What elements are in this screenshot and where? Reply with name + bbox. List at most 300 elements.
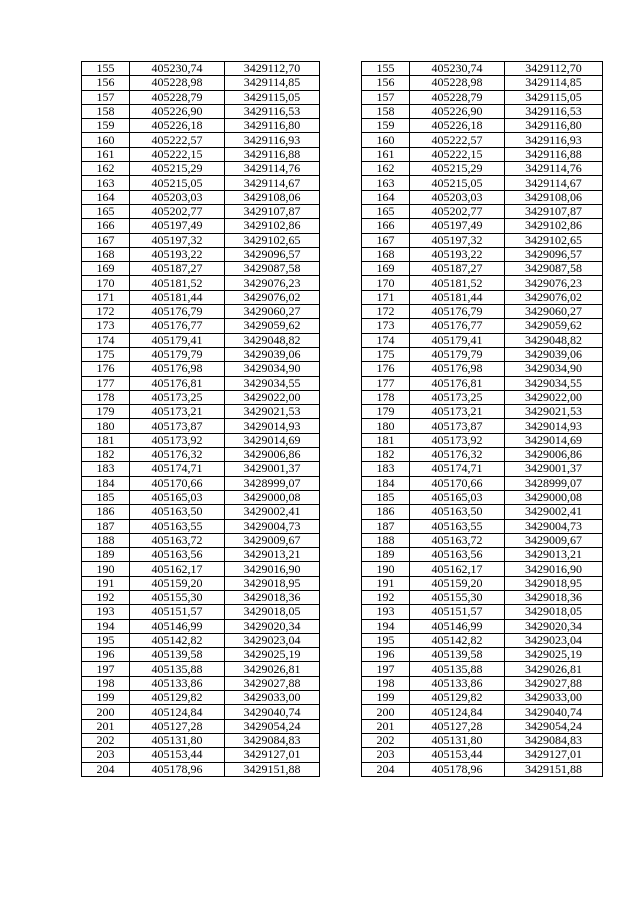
right-point-number-cell: 170 <box>362 276 410 290</box>
left-y-coordinate-cell: 3429108,06 <box>225 190 320 204</box>
left-x-coordinate-cell: 405142,82 <box>130 633 225 647</box>
right-point-number-cell: 173 <box>362 319 410 333</box>
table-row <box>82 305 603 319</box>
right-point-number-cell: 195 <box>362 633 410 647</box>
right-y-coordinate-cell: 3429151,88 <box>505 762 603 776</box>
column-gap <box>320 62 362 76</box>
right-point-number-cell: 182 <box>362 448 410 462</box>
right-x-coordinate-cell: 405176,77 <box>410 319 505 333</box>
left-x-coordinate-cell: 405179,41 <box>130 333 225 347</box>
left-x-coordinate-cell: 405181,44 <box>130 290 225 304</box>
table-row <box>82 405 603 419</box>
left-point-number-cell: 167 <box>82 233 130 247</box>
table-row <box>82 390 603 404</box>
left-x-coordinate-cell: 405176,79 <box>130 305 225 319</box>
right-point-number-cell: 169 <box>362 262 410 276</box>
right-point-number-cell: 179 <box>362 405 410 419</box>
left-y-coordinate-cell: 3429116,93 <box>225 133 320 147</box>
right-point-number-cell: 192 <box>362 590 410 604</box>
table-row <box>82 376 603 390</box>
column-gap <box>320 333 362 347</box>
right-point-number-cell: 190 <box>362 562 410 576</box>
column-gap <box>320 562 362 576</box>
left-y-coordinate-cell: 3429084,83 <box>225 733 320 747</box>
right-y-coordinate-cell: 3429116,93 <box>505 133 603 147</box>
column-gap <box>320 505 362 519</box>
right-x-coordinate-cell: 405222,15 <box>410 147 505 161</box>
right-y-coordinate-cell: 3429013,21 <box>505 548 603 562</box>
column-gap <box>320 533 362 547</box>
left-y-coordinate-cell: 3429114,67 <box>225 176 320 190</box>
column-gap <box>320 376 362 390</box>
left-y-coordinate-cell: 3429014,69 <box>225 433 320 447</box>
right-x-coordinate-cell: 405176,81 <box>410 376 505 390</box>
right-x-coordinate-cell: 405230,74 <box>410 62 505 76</box>
right-y-coordinate-cell: 3429116,53 <box>505 104 603 118</box>
right-point-number-cell: 174 <box>362 333 410 347</box>
left-point-number-cell: 185 <box>82 490 130 504</box>
left-x-coordinate-cell: 405228,79 <box>130 90 225 104</box>
left-point-number-cell: 163 <box>82 176 130 190</box>
right-y-coordinate-cell: 3428999,07 <box>505 476 603 490</box>
left-x-coordinate-cell: 405133,86 <box>130 676 225 690</box>
right-x-coordinate-cell: 405176,32 <box>410 448 505 462</box>
left-y-coordinate-cell: 3429022,00 <box>225 390 320 404</box>
column-gap <box>320 133 362 147</box>
column-gap <box>320 705 362 719</box>
right-y-coordinate-cell: 3429025,19 <box>505 648 603 662</box>
right-point-number-cell: 204 <box>362 762 410 776</box>
right-point-number-cell: 155 <box>362 62 410 76</box>
left-y-coordinate-cell: 3429021,53 <box>225 405 320 419</box>
table-row <box>82 548 603 562</box>
left-x-coordinate-cell: 405163,56 <box>130 548 225 562</box>
right-y-coordinate-cell: 3429016,90 <box>505 562 603 576</box>
left-x-coordinate-cell: 405162,17 <box>130 562 225 576</box>
left-y-coordinate-cell: 3429114,76 <box>225 162 320 176</box>
right-y-coordinate-cell: 3429018,36 <box>505 590 603 604</box>
right-y-coordinate-cell: 3429033,00 <box>505 691 603 705</box>
left-y-coordinate-cell: 3429027,88 <box>225 676 320 690</box>
right-point-number-cell: 172 <box>362 305 410 319</box>
right-y-coordinate-cell: 3429102,86 <box>505 219 603 233</box>
left-y-coordinate-cell: 3429039,06 <box>225 347 320 361</box>
column-gap <box>320 448 362 462</box>
table-row <box>82 290 603 304</box>
column-gap <box>320 262 362 276</box>
right-point-number-cell: 187 <box>362 519 410 533</box>
table-row <box>82 576 603 590</box>
table-row <box>82 676 603 690</box>
left-x-coordinate-cell: 405151,57 <box>130 605 225 619</box>
left-x-coordinate-cell: 405135,88 <box>130 662 225 676</box>
column-gap <box>320 590 362 604</box>
column-gap <box>320 605 362 619</box>
left-point-number-cell: 173 <box>82 319 130 333</box>
table-row <box>82 748 603 762</box>
right-point-number-cell: 189 <box>362 548 410 562</box>
left-x-coordinate-cell: 405193,22 <box>130 247 225 261</box>
right-y-coordinate-cell: 3429048,82 <box>505 333 603 347</box>
column-gap <box>320 190 362 204</box>
left-point-number-cell: 184 <box>82 476 130 490</box>
table-row <box>82 233 603 247</box>
left-point-number-cell: 201 <box>82 719 130 733</box>
left-y-coordinate-cell: 3429116,53 <box>225 104 320 118</box>
right-point-number-cell: 164 <box>362 190 410 204</box>
left-y-coordinate-cell: 3429054,24 <box>225 719 320 733</box>
left-x-coordinate-cell: 405165,03 <box>130 490 225 504</box>
column-gap <box>320 762 362 776</box>
column-gap <box>320 347 362 361</box>
left-y-coordinate-cell: 3429000,08 <box>225 490 320 504</box>
left-y-coordinate-cell: 3429004,73 <box>225 519 320 533</box>
table-row <box>82 533 603 547</box>
table-row <box>82 62 603 76</box>
right-x-coordinate-cell: 405139,58 <box>410 648 505 662</box>
right-x-coordinate-cell: 405155,30 <box>410 590 505 604</box>
right-y-coordinate-cell: 3429001,37 <box>505 462 603 476</box>
right-x-coordinate-cell: 405159,20 <box>410 576 505 590</box>
left-point-number-cell: 178 <box>82 390 130 404</box>
right-point-number-cell: 186 <box>362 505 410 519</box>
column-gap <box>320 176 362 190</box>
right-y-coordinate-cell: 3429021,53 <box>505 405 603 419</box>
column-gap <box>320 662 362 676</box>
left-x-coordinate-cell: 405176,32 <box>130 448 225 462</box>
table-row <box>82 662 603 676</box>
left-x-coordinate-cell: 405203,03 <box>130 190 225 204</box>
table-row <box>82 419 603 433</box>
right-x-coordinate-cell: 405228,98 <box>410 76 505 90</box>
table-row <box>82 633 603 647</box>
table-row <box>82 762 603 776</box>
left-x-coordinate-cell: 405159,20 <box>130 576 225 590</box>
right-point-number-cell: 180 <box>362 419 410 433</box>
table-row <box>82 333 603 347</box>
column-gap <box>320 619 362 633</box>
left-x-coordinate-cell: 405163,72 <box>130 533 225 547</box>
left-x-coordinate-cell: 405178,96 <box>130 762 225 776</box>
left-x-coordinate-cell: 405197,49 <box>130 219 225 233</box>
left-y-coordinate-cell: 3429076,02 <box>225 290 320 304</box>
table-row <box>82 162 603 176</box>
left-point-number-cell: 165 <box>82 204 130 218</box>
right-y-coordinate-cell: 3429114,67 <box>505 176 603 190</box>
table-row <box>82 505 603 519</box>
column-gap <box>320 419 362 433</box>
column-gap <box>320 362 362 376</box>
left-point-number-cell: 195 <box>82 633 130 647</box>
right-x-coordinate-cell: 405163,50 <box>410 505 505 519</box>
coordinates-table-body <box>82 62 603 777</box>
right-y-coordinate-cell: 3429108,06 <box>505 190 603 204</box>
right-point-number-cell: 178 <box>362 390 410 404</box>
table-row <box>82 590 603 604</box>
left-x-coordinate-cell: 405202,77 <box>130 204 225 218</box>
right-y-coordinate-cell: 3429060,27 <box>505 305 603 319</box>
right-x-coordinate-cell: 405173,87 <box>410 419 505 433</box>
column-gap <box>320 233 362 247</box>
right-y-coordinate-cell: 3429026,81 <box>505 662 603 676</box>
left-x-coordinate-cell: 405173,92 <box>130 433 225 447</box>
column-gap <box>320 476 362 490</box>
table-row <box>82 448 603 462</box>
left-x-coordinate-cell: 405127,28 <box>130 719 225 733</box>
left-x-coordinate-cell: 405176,77 <box>130 319 225 333</box>
right-y-coordinate-cell: 3429114,85 <box>505 76 603 90</box>
right-point-number-cell: 159 <box>362 119 410 133</box>
table-row <box>82 691 603 705</box>
right-x-coordinate-cell: 405202,77 <box>410 204 505 218</box>
right-x-coordinate-cell: 405170,66 <box>410 476 505 490</box>
left-x-coordinate-cell: 405173,87 <box>130 419 225 433</box>
left-point-number-cell: 180 <box>82 419 130 433</box>
right-x-coordinate-cell: 405133,86 <box>410 676 505 690</box>
left-x-coordinate-cell: 405222,15 <box>130 147 225 161</box>
right-y-coordinate-cell: 3429076,23 <box>505 276 603 290</box>
column-gap <box>320 290 362 304</box>
left-point-number-cell: 203 <box>82 748 130 762</box>
column-gap <box>320 676 362 690</box>
left-y-coordinate-cell: 3429107,87 <box>225 204 320 218</box>
right-x-coordinate-cell: 405226,90 <box>410 104 505 118</box>
left-y-coordinate-cell: 3429114,85 <box>225 76 320 90</box>
left-y-coordinate-cell: 3429060,27 <box>225 305 320 319</box>
left-y-coordinate-cell: 3429018,05 <box>225 605 320 619</box>
table-row <box>82 362 603 376</box>
left-point-number-cell: 200 <box>82 705 130 719</box>
left-x-coordinate-cell: 405139,58 <box>130 648 225 662</box>
right-y-coordinate-cell: 3429096,57 <box>505 247 603 261</box>
right-x-coordinate-cell: 405146,99 <box>410 619 505 633</box>
left-point-number-cell: 202 <box>82 733 130 747</box>
left-x-coordinate-cell: 405173,21 <box>130 405 225 419</box>
table-row <box>82 519 603 533</box>
left-x-coordinate-cell: 405146,99 <box>130 619 225 633</box>
right-x-coordinate-cell: 405131,80 <box>410 733 505 747</box>
right-x-coordinate-cell: 405228,79 <box>410 90 505 104</box>
table-row <box>82 490 603 504</box>
column-gap <box>320 162 362 176</box>
table-row <box>82 276 603 290</box>
left-y-coordinate-cell: 3429076,23 <box>225 276 320 290</box>
right-y-coordinate-cell: 3429018,05 <box>505 605 603 619</box>
left-y-coordinate-cell: 3429115,05 <box>225 90 320 104</box>
right-point-number-cell: 197 <box>362 662 410 676</box>
column-gap <box>320 576 362 590</box>
left-point-number-cell: 197 <box>82 662 130 676</box>
left-y-coordinate-cell: 3429023,04 <box>225 633 320 647</box>
left-point-number-cell: 204 <box>82 762 130 776</box>
right-y-coordinate-cell: 3429018,95 <box>505 576 603 590</box>
left-point-number-cell: 181 <box>82 433 130 447</box>
right-point-number-cell: 185 <box>362 490 410 504</box>
left-x-coordinate-cell: 405222,57 <box>130 133 225 147</box>
right-point-number-cell: 201 <box>362 719 410 733</box>
left-point-number-cell: 170 <box>82 276 130 290</box>
right-y-coordinate-cell: 3429076,02 <box>505 290 603 304</box>
left-point-number-cell: 199 <box>82 691 130 705</box>
right-x-coordinate-cell: 405181,44 <box>410 290 505 304</box>
right-point-number-cell: 163 <box>362 176 410 190</box>
table-row <box>82 648 603 662</box>
right-x-coordinate-cell: 405179,41 <box>410 333 505 347</box>
right-y-coordinate-cell: 3429040,74 <box>505 705 603 719</box>
column-gap <box>320 519 362 533</box>
column-gap <box>320 648 362 662</box>
right-point-number-cell: 162 <box>362 162 410 176</box>
column-gap <box>320 748 362 762</box>
column-gap <box>320 276 362 290</box>
column-gap <box>320 147 362 161</box>
left-x-coordinate-cell: 405230,74 <box>130 62 225 76</box>
right-point-number-cell: 202 <box>362 733 410 747</box>
left-point-number-cell: 161 <box>82 147 130 161</box>
left-point-number-cell: 177 <box>82 376 130 390</box>
right-point-number-cell: 196 <box>362 648 410 662</box>
right-x-coordinate-cell: 405215,05 <box>410 176 505 190</box>
table-row <box>82 719 603 733</box>
column-gap <box>320 204 362 218</box>
table-row <box>82 605 603 619</box>
table-row <box>82 76 603 90</box>
right-x-coordinate-cell: 405193,22 <box>410 247 505 261</box>
right-x-coordinate-cell: 405187,27 <box>410 262 505 276</box>
table-row <box>82 147 603 161</box>
right-x-coordinate-cell: 405176,98 <box>410 362 505 376</box>
right-y-coordinate-cell: 3429116,80 <box>505 119 603 133</box>
right-y-coordinate-cell: 3429020,34 <box>505 619 603 633</box>
right-point-number-cell: 181 <box>362 433 410 447</box>
table-row <box>82 176 603 190</box>
table-row <box>82 462 603 476</box>
table-row <box>82 733 603 747</box>
right-x-coordinate-cell: 405215,29 <box>410 162 505 176</box>
right-point-number-cell: 175 <box>362 347 410 361</box>
right-y-coordinate-cell: 3429023,04 <box>505 633 603 647</box>
right-point-number-cell: 177 <box>362 376 410 390</box>
right-y-coordinate-cell: 3429087,58 <box>505 262 603 276</box>
right-y-coordinate-cell: 3429014,93 <box>505 419 603 433</box>
table-row <box>82 705 603 719</box>
left-y-coordinate-cell: 3429151,88 <box>225 762 320 776</box>
left-x-coordinate-cell: 405173,25 <box>130 390 225 404</box>
right-point-number-cell: 156 <box>362 76 410 90</box>
right-y-coordinate-cell: 3429034,55 <box>505 376 603 390</box>
left-y-coordinate-cell: 3429018,36 <box>225 590 320 604</box>
right-x-coordinate-cell: 405165,03 <box>410 490 505 504</box>
right-x-coordinate-cell: 405222,57 <box>410 133 505 147</box>
column-gap <box>320 247 362 261</box>
left-x-coordinate-cell: 405124,84 <box>130 705 225 719</box>
left-point-number-cell: 158 <box>82 104 130 118</box>
left-point-number-cell: 175 <box>82 347 130 361</box>
right-x-coordinate-cell: 405173,21 <box>410 405 505 419</box>
right-x-coordinate-cell: 405127,28 <box>410 719 505 733</box>
left-point-number-cell: 188 <box>82 533 130 547</box>
left-point-number-cell: 168 <box>82 247 130 261</box>
right-y-coordinate-cell: 3429006,86 <box>505 448 603 462</box>
left-y-coordinate-cell: 3429116,88 <box>225 147 320 161</box>
right-x-coordinate-cell: 405203,03 <box>410 190 505 204</box>
column-gap <box>320 319 362 333</box>
left-point-number-cell: 198 <box>82 676 130 690</box>
right-y-coordinate-cell: 3429112,70 <box>505 62 603 76</box>
left-y-coordinate-cell: 3429102,86 <box>225 219 320 233</box>
left-point-number-cell: 183 <box>82 462 130 476</box>
left-y-coordinate-cell: 3429025,19 <box>225 648 320 662</box>
column-gap <box>320 433 362 447</box>
left-point-number-cell: 179 <box>82 405 130 419</box>
left-point-number-cell: 190 <box>82 562 130 576</box>
column-gap <box>320 490 362 504</box>
left-point-number-cell: 186 <box>82 505 130 519</box>
right-y-coordinate-cell: 3429022,00 <box>505 390 603 404</box>
right-y-coordinate-cell: 3429000,08 <box>505 490 603 504</box>
right-point-number-cell: 168 <box>362 247 410 261</box>
left-y-coordinate-cell: 3429013,21 <box>225 548 320 562</box>
column-gap <box>320 633 362 647</box>
left-x-coordinate-cell: 405176,98 <box>130 362 225 376</box>
table-row <box>82 476 603 490</box>
left-x-coordinate-cell: 405155,30 <box>130 590 225 604</box>
right-x-coordinate-cell: 405197,32 <box>410 233 505 247</box>
left-x-coordinate-cell: 405197,32 <box>130 233 225 247</box>
column-gap <box>320 219 362 233</box>
left-y-coordinate-cell: 3429020,34 <box>225 619 320 633</box>
right-x-coordinate-cell: 405163,56 <box>410 548 505 562</box>
left-point-number-cell: 176 <box>82 362 130 376</box>
table-row <box>82 104 603 118</box>
column-gap <box>320 462 362 476</box>
right-y-coordinate-cell: 3429084,83 <box>505 733 603 747</box>
right-x-coordinate-cell: 405197,49 <box>410 219 505 233</box>
left-point-number-cell: 169 <box>82 262 130 276</box>
right-x-coordinate-cell: 405174,71 <box>410 462 505 476</box>
right-x-coordinate-cell: 405129,82 <box>410 691 505 705</box>
left-y-coordinate-cell: 3429048,82 <box>225 333 320 347</box>
right-point-number-cell: 161 <box>362 147 410 161</box>
right-x-coordinate-cell: 405153,44 <box>410 748 505 762</box>
right-y-coordinate-cell: 3429054,24 <box>505 719 603 733</box>
table-row <box>82 247 603 261</box>
left-point-number-cell: 164 <box>82 190 130 204</box>
left-point-number-cell: 157 <box>82 90 130 104</box>
right-y-coordinate-cell: 3429114,76 <box>505 162 603 176</box>
right-y-coordinate-cell: 3429004,73 <box>505 519 603 533</box>
left-point-number-cell: 156 <box>82 76 130 90</box>
table-row <box>82 219 603 233</box>
right-point-number-cell: 184 <box>362 476 410 490</box>
left-y-coordinate-cell: 3429040,74 <box>225 705 320 719</box>
left-y-coordinate-cell: 3429014,93 <box>225 419 320 433</box>
left-point-number-cell: 159 <box>82 119 130 133</box>
right-point-number-cell: 158 <box>362 104 410 118</box>
left-x-coordinate-cell: 405226,90 <box>130 104 225 118</box>
column-gap <box>320 719 362 733</box>
left-point-number-cell: 182 <box>82 448 130 462</box>
left-point-number-cell: 187 <box>82 519 130 533</box>
column-gap <box>320 390 362 404</box>
left-point-number-cell: 192 <box>82 590 130 604</box>
right-y-coordinate-cell: 3429107,87 <box>505 204 603 218</box>
right-point-number-cell: 200 <box>362 705 410 719</box>
left-y-coordinate-cell: 3429112,70 <box>225 62 320 76</box>
left-y-coordinate-cell: 3429009,67 <box>225 533 320 547</box>
left-y-coordinate-cell: 3429026,81 <box>225 662 320 676</box>
left-x-coordinate-cell: 405187,27 <box>130 262 225 276</box>
